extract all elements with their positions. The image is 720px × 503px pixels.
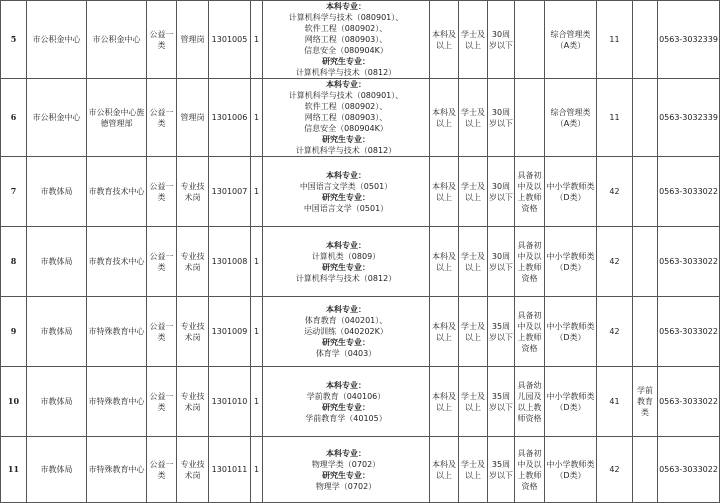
degree-requirement: 学士及以上: [459, 157, 488, 227]
post-type: 专业技术岗: [177, 227, 209, 297]
grad-major-label: 研究生专业：: [322, 192, 370, 202]
hiring-unit: 市教体局: [27, 437, 87, 503]
undergrad-major-item: 运动训练（040202K）: [304, 327, 388, 336]
post-type: 专业技术岗: [177, 297, 209, 367]
grad-major-item: 学前教育学（40105）: [305, 413, 387, 423]
age-requirement: 35周岁以下: [488, 367, 515, 437]
undergrad-major-list: [264, 251, 428, 262]
undergrad-major-item: 软件工程（080902）、: [304, 24, 388, 33]
exam-category: 综合管理类（A类）: [545, 1, 597, 79]
grad-major-item: 计算机科学与技术（0812）: [295, 146, 397, 155]
grad-major-list: [264, 348, 428, 359]
degree-requirement: 学士及以上: [459, 367, 488, 437]
education-requirement: 本科及以上: [430, 367, 459, 437]
grad-major-item: 计算机科学与技术（0812）: [295, 273, 397, 283]
degree-requirement: 学士及以上: [459, 227, 488, 297]
extra-requirement: [633, 79, 658, 157]
age-requirement: 35周岁以下: [488, 437, 515, 503]
department: 市公积金中心: [87, 1, 147, 79]
hiring-unit: 市公积金中心: [27, 79, 87, 157]
extra-requirement: 学前教育类: [633, 367, 658, 437]
row-number: 11: [1, 437, 27, 503]
department: 市特殊教育中心: [87, 437, 147, 503]
other-requirement: 具备初中及以上教师资格: [515, 227, 545, 297]
exam-subject-code: 42: [597, 297, 633, 367]
exam-subject-code: 42: [597, 157, 633, 227]
hire-count: 1: [251, 437, 263, 503]
post-type: 管理岗: [177, 79, 209, 157]
hiring-unit: 市教体局: [27, 227, 87, 297]
post-code: 1301011: [209, 437, 251, 503]
table-row: [1, 227, 720, 297]
grad-major-label: 研究生专业：: [322, 262, 370, 272]
major-requirements: [263, 227, 430, 297]
hiring-unit: 市教体局: [27, 297, 87, 367]
exam-category: 综合管理类（A类）: [545, 79, 597, 157]
hire-count: 1: [251, 367, 263, 437]
undergrad-major-item: 物理学类（0702）: [311, 459, 381, 469]
exam-subject-code: 11: [597, 1, 633, 79]
education-requirement: 本科及以上: [430, 157, 459, 227]
hire-count: 1: [251, 297, 263, 367]
row-number: 7: [1, 157, 27, 227]
education-requirement: 本科及以上: [430, 227, 459, 297]
post-code: 1301010: [209, 367, 251, 437]
post-type: 专业技术岗: [177, 157, 209, 227]
grad-major-item: 计算机科学与技术（0812）: [295, 68, 397, 77]
grad-major-item: 中国语言文学（0501）: [303, 203, 389, 213]
grad-major-list: [264, 273, 428, 284]
contact-phone: 0563-3033022: [658, 157, 720, 227]
exam-category: 中小学教师类（D类）: [545, 367, 597, 437]
age-requirement: 30周岁以下: [488, 79, 515, 157]
table-row: [1, 157, 720, 227]
post-type: 管理岗: [177, 1, 209, 79]
undergrad-major-list: [264, 12, 428, 56]
extra-requirement: [633, 437, 658, 503]
undergrad-major-item: 信息安全（080904K）: [304, 124, 388, 133]
age-requirement: 35周岁以下: [488, 297, 515, 367]
row-number: 6: [1, 79, 27, 157]
undergrad-major-item: 计算机类（0809）: [311, 251, 381, 261]
education-requirement: 本科及以上: [430, 297, 459, 367]
age-requirement: 30周岁以下: [488, 1, 515, 79]
degree-requirement: 学士及以上: [459, 1, 488, 79]
grad-major-list: [264, 145, 428, 156]
contact-phone: 0563-3033022: [658, 297, 720, 367]
undergrad-major-item: 计算机科学与技术（080901）、: [288, 13, 404, 22]
row-number: 5: [1, 1, 27, 79]
grad-major-list: [264, 481, 428, 492]
exam-category: 中小学教师类（D类）: [545, 227, 597, 297]
exam-subject-code: 42: [597, 227, 633, 297]
grad-major-list: [264, 203, 428, 214]
undergrad-major-list: [264, 391, 428, 402]
hiring-unit: 市教体局: [27, 367, 87, 437]
undergrad-major-item: 网络工程（080903）、: [304, 113, 388, 122]
undergrad-major-label: 本科专业：: [326, 2, 366, 11]
grad-major-label: 研究生专业：: [322, 57, 370, 66]
extra-requirement: [633, 1, 658, 79]
undergrad-major-list: [264, 90, 428, 134]
other-requirement: 具备初中及以上教师资格: [515, 437, 545, 503]
unit-nature: 公益一类: [147, 1, 177, 79]
education-requirement: 本科及以上: [430, 437, 459, 503]
unit-nature: 公益一类: [147, 437, 177, 503]
post-type: 专业技术岗: [177, 367, 209, 437]
grad-major-item: 体育学（0403）: [315, 349, 377, 358]
undergrad-major-item: 学前教育（040106）: [306, 391, 386, 401]
undergrad-major-label: 本科专业：: [326, 170, 366, 180]
undergrad-major-item: 信息安全（080904K）: [304, 46, 388, 55]
other-requirement: 具备初中及以上教师资格: [515, 157, 545, 227]
hire-count: 1: [251, 79, 263, 157]
post-type: 专业技术岗: [177, 437, 209, 503]
contact-phone: 0563-3033022: [658, 437, 720, 503]
unit-nature: 公益一类: [147, 297, 177, 367]
exam-subject-code: 41: [597, 367, 633, 437]
table-row: [1, 367, 720, 437]
other-requirement: [515, 79, 545, 157]
undergrad-major-label: 本科专业：: [326, 448, 366, 458]
exam-category: 中小学教师类（D类）: [545, 437, 597, 503]
table-body: [1, 1, 720, 503]
post-code: 1301008: [209, 227, 251, 297]
other-requirement: 具备幼儿园及以上教师资格: [515, 367, 545, 437]
grad-major-list: [264, 413, 428, 424]
age-requirement: 30周岁以下: [488, 157, 515, 227]
grad-major-label: 研究生专业：: [322, 402, 370, 412]
table-row: [1, 437, 720, 503]
undergrad-major-item: 网络工程（080903）、: [304, 35, 388, 44]
major-requirements: [263, 157, 430, 227]
post-code: 1301005: [209, 1, 251, 79]
unit-nature: 公益一类: [147, 79, 177, 157]
post-code: 1301007: [209, 157, 251, 227]
post-code: 1301006: [209, 79, 251, 157]
other-requirement: [515, 1, 545, 79]
unit-nature: 公益一类: [147, 367, 177, 437]
hiring-unit: 市教体局: [27, 157, 87, 227]
exam-subject-code: 42: [597, 437, 633, 503]
grad-major-item: 物理学（0702）: [315, 481, 377, 491]
grad-major-label: 研究生专业：: [322, 135, 370, 144]
major-requirements: [263, 1, 430, 79]
hiring-unit: 市公积金中心: [27, 1, 87, 79]
department: 市教育技术中心: [87, 227, 147, 297]
department: 市特殊教育中心: [87, 367, 147, 437]
grad-major-label: 研究生专业：: [322, 470, 370, 480]
exam-category: 中小学教师类（D类）: [545, 297, 597, 367]
table-row: [1, 79, 720, 157]
unit-nature: 公益一类: [147, 227, 177, 297]
undergrad-major-label: 本科专业：: [326, 240, 366, 250]
department: 市特殊教育中心: [87, 297, 147, 367]
grad-major-label: 研究生专业：: [322, 338, 370, 347]
education-requirement: 本科及以上: [430, 79, 459, 157]
extra-requirement: [633, 227, 658, 297]
undergrad-major-list: [264, 459, 428, 470]
major-requirements: [263, 297, 430, 367]
other-requirement: 具备初中及以上教师资格: [515, 297, 545, 367]
education-requirement: 本科及以上: [430, 1, 459, 79]
contact-phone: 0563-3032339: [658, 1, 720, 79]
major-requirements: [263, 367, 430, 437]
major-requirements: [263, 437, 430, 503]
department: 市公积金中心旌德管理部: [87, 79, 147, 157]
contact-phone: 0563-3033022: [658, 367, 720, 437]
extra-requirement: [633, 157, 658, 227]
undergrad-major-label: 本科专业：: [326, 380, 366, 390]
undergrad-major-item: 计算机科学与技术（080901）、: [288, 91, 404, 100]
hire-count: 1: [251, 1, 263, 79]
table-row: [1, 1, 720, 79]
degree-requirement: 学士及以上: [459, 79, 488, 157]
table-row: [1, 297, 720, 367]
major-requirements: [263, 79, 430, 157]
department: 市教育技术中心: [87, 157, 147, 227]
contact-phone: 0563-3033022: [658, 227, 720, 297]
degree-requirement: 学士及以上: [459, 297, 488, 367]
extra-requirement: [633, 297, 658, 367]
exam-subject-code: 11: [597, 79, 633, 157]
undergrad-major-list: [264, 181, 428, 192]
post-code: 1301009: [209, 297, 251, 367]
contact-phone: 0563-3032339: [658, 79, 720, 157]
undergrad-major-label: 本科专业：: [326, 305, 366, 314]
grad-major-list: [264, 67, 428, 78]
unit-nature: 公益一类: [147, 157, 177, 227]
undergrad-major-item: 中国语言文学类（0501）: [299, 181, 393, 191]
degree-requirement: 学士及以上: [459, 437, 488, 503]
undergrad-major-item: 体育教育（040201）、: [304, 316, 388, 325]
hire-count: 1: [251, 157, 263, 227]
age-requirement: 30周岁以下: [488, 227, 515, 297]
row-number: 9: [1, 297, 27, 367]
exam-category: 中小学教师类（D类）: [545, 157, 597, 227]
row-number: 10: [1, 367, 27, 437]
hire-count: 1: [251, 227, 263, 297]
undergrad-major-item: 软件工程（080902）、: [304, 102, 388, 111]
undergrad-major-list: [264, 315, 428, 337]
undergrad-major-label: 本科专业：: [326, 80, 366, 89]
row-number: 8: [1, 227, 27, 297]
